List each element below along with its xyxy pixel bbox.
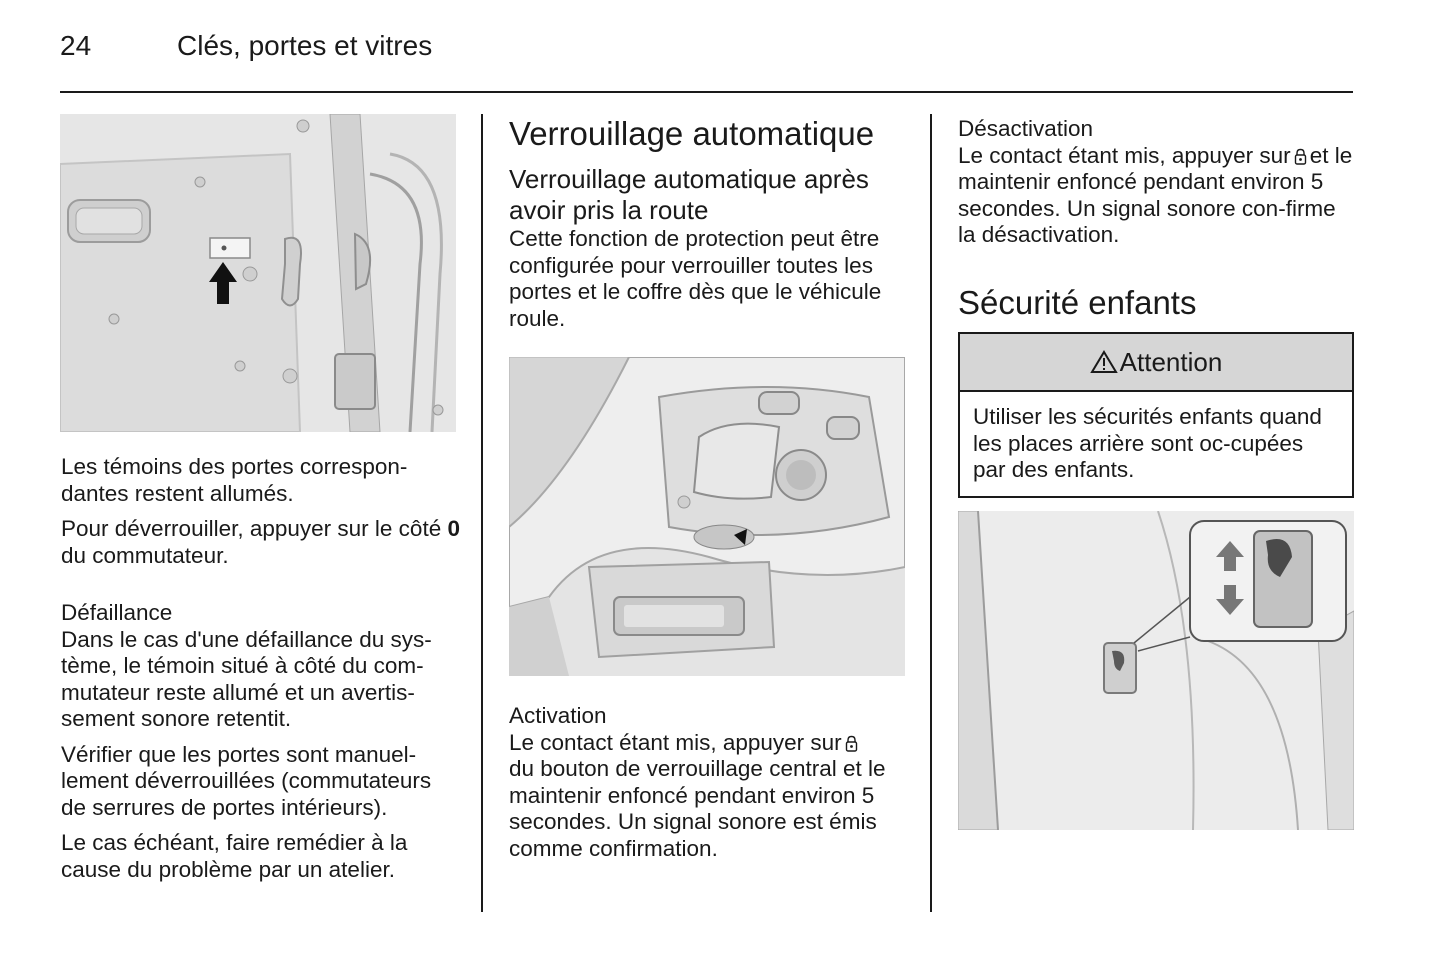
lock-icon bbox=[845, 735, 858, 752]
subheading-failure: Défaillance bbox=[61, 600, 173, 625]
warning-box bbox=[958, 332, 1354, 498]
text: du bouton de verrouillage central et le maintenir enfoncé pendant environ 5 secondes. Un signal sonore est émis comme confirmation. bbox=[509, 756, 886, 861]
activation-section bbox=[509, 703, 909, 871]
column-1 bbox=[61, 454, 461, 892]
paragraph: Les témoins des portes correspon-dantes restent allumés. bbox=[61, 454, 408, 506]
column-divider-1 bbox=[481, 114, 483, 912]
column-2 bbox=[509, 114, 909, 341]
text: Pour déverrouiller, appuyer sur le côté bbox=[61, 516, 448, 541]
chapter-title: Clés, portes et vitres bbox=[177, 30, 433, 61]
paragraph bbox=[61, 516, 461, 569]
subheading-activation: Activation bbox=[509, 703, 607, 728]
paragraph bbox=[958, 143, 1356, 249]
section-title-child-safety: Sécurité enfants bbox=[958, 284, 1197, 321]
column-divider-2 bbox=[930, 114, 932, 912]
lock-icon bbox=[1294, 148, 1307, 165]
warning-triangle-icon bbox=[1090, 350, 1118, 374]
text: du commutateur. bbox=[61, 542, 229, 568]
central-lock-button-illustration bbox=[509, 357, 905, 676]
paragraph: Vérifier que les portes sont manuel-lement déverrouillées (commutateurs de serrures de portes intérieurs). bbox=[61, 741, 432, 820]
child-lock-illustration bbox=[958, 511, 1354, 830]
warning-header bbox=[960, 334, 1352, 392]
text: Le contact étant mis, appuyer sur bbox=[509, 729, 842, 755]
paragraph: Le cas échéant, faire remédier à la cause du problème par un atelier. bbox=[61, 830, 408, 882]
text: Le contact étant mis, appuyer sur bbox=[958, 142, 1291, 168]
warning-text: Utiliser les sécurités enfants quand les places arrière sont oc-cupées par des enfants. bbox=[973, 404, 1322, 482]
subheading-deactivation: Désactivation bbox=[958, 116, 1094, 141]
column-3 bbox=[958, 116, 1356, 258]
door-switch-illustration bbox=[60, 114, 456, 432]
text: et le maintenir enfoncé pendant environ 5 secondes. Un signal sonore con-firme la désactivation. bbox=[958, 142, 1353, 247]
paragraph: Cette fonction de protection peut être configurée pour verrouiller toutes les portes et le coffre dès que le véhicule roule. bbox=[509, 226, 882, 331]
section-title: Verrouillage automatique bbox=[509, 115, 875, 152]
page-number: 24 bbox=[60, 30, 92, 61]
switch-side-label: 0 bbox=[447, 516, 460, 541]
warning-title: Attention bbox=[1119, 346, 1223, 377]
paragraph: Dans le cas d'une défaillance du sys-tème, le témoin situé à côté du com-mutateur reste allumé et un avertis-sement sonore retentit. bbox=[61, 626, 432, 731]
header-rule bbox=[60, 91, 1353, 93]
paragraph bbox=[509, 730, 909, 863]
section-subtitle: Verrouillage automatique après avoir pris la route bbox=[509, 164, 869, 225]
